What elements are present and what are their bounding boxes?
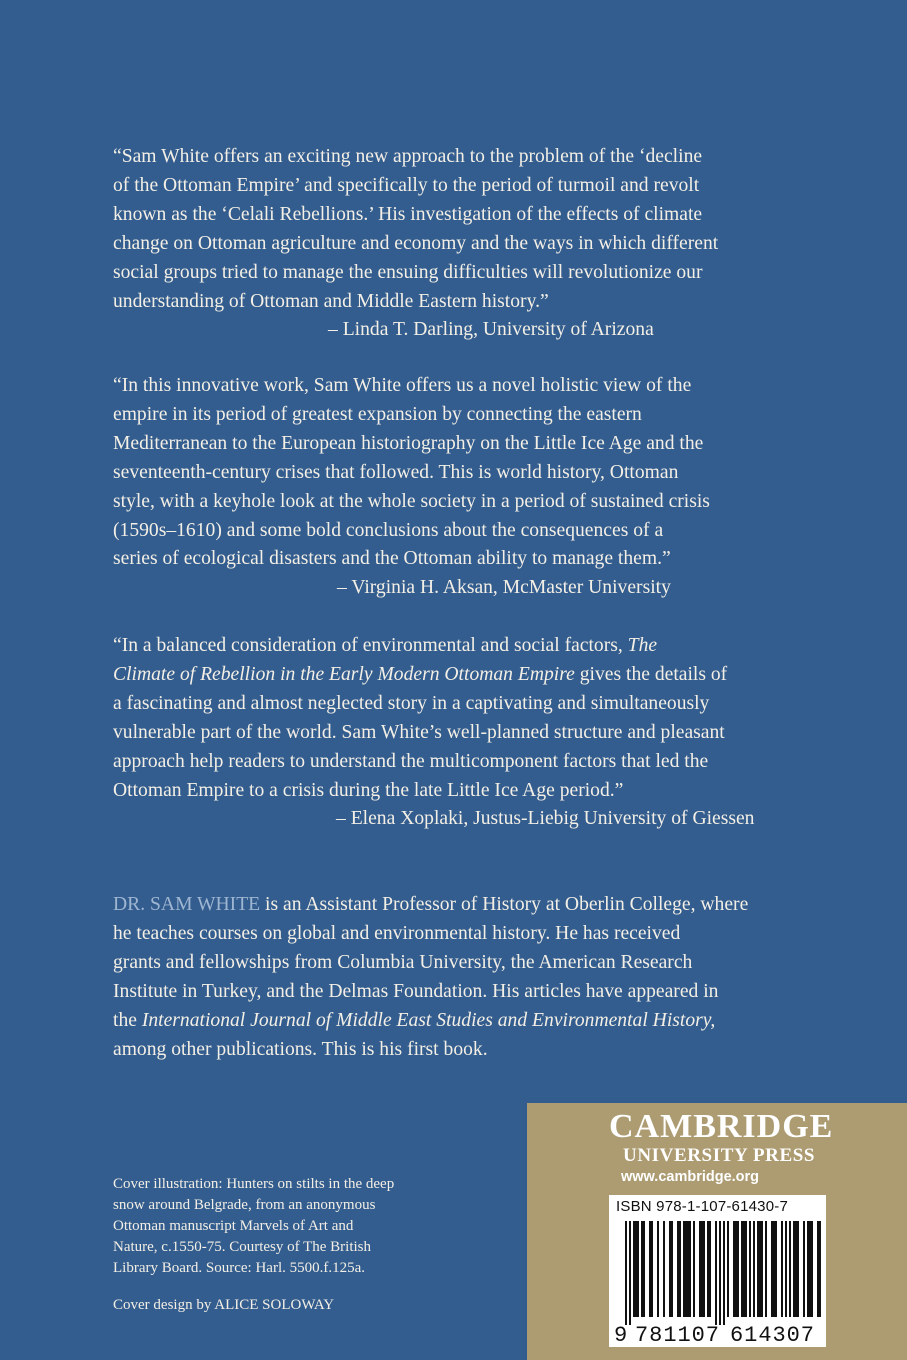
- quote-line: social groups tried to manage the ensuing difficulties will revolutionize our: [113, 261, 703, 283]
- quote-attribution: – Virginia H. Aksan, McMaster University: [337, 577, 671, 599]
- barcode-bar: [701, 1221, 703, 1317]
- quote-text: gives the details of: [574, 663, 728, 685]
- author-bio: [113, 891, 848, 1064]
- barcode-bar: [719, 1221, 721, 1325]
- barcode-bar: [641, 1221, 643, 1317]
- barcode-digits-group1: 781107: [635, 1323, 719, 1345]
- barcode-bar: [649, 1221, 651, 1317]
- publisher-logo-press: UNIVERSITY PRESS: [623, 1145, 816, 1166]
- barcode-block: [609, 1195, 826, 1347]
- barcode-bar: [651, 1221, 653, 1317]
- barcode-bar: [737, 1221, 739, 1317]
- quote-line: “Sam White offers an exciting new approach to the problem of the ‘decline: [113, 146, 703, 167]
- quote-line: change on Ottoman agriculture and economy and the ways in which different: [113, 232, 719, 254]
- quote-line: style, with a keyhole look at the whole society in a period of sustained crisis: [113, 490, 710, 512]
- quote-line: seventeenth-century crises that followed. This is world history, Ottoman: [113, 461, 679, 483]
- barcode-bar: [771, 1221, 773, 1317]
- barcode-bar: [715, 1221, 717, 1325]
- bio-line: [113, 1007, 848, 1036]
- barcode-bar: [733, 1221, 735, 1317]
- barcode-bar: [625, 1221, 627, 1325]
- barcode-bar: [809, 1221, 811, 1317]
- publisher-panel: [527, 1103, 907, 1360]
- barcode-bar: [817, 1221, 819, 1317]
- barcode-bar: [745, 1221, 747, 1317]
- book-title: The: [627, 635, 658, 656]
- cover-design-credit: Cover design by ALICE SOLOWAY: [113, 1297, 335, 1313]
- quote-line: understanding of Ottoman and Middle Eastern history.”: [113, 290, 549, 312]
- credit-line: Nature, c.1550-75. Courtesy of The British: [113, 1239, 372, 1255]
- review-quote-xoplaki: [113, 632, 843, 834]
- barcode-bar: [743, 1221, 745, 1317]
- barcode-bar: [765, 1221, 767, 1317]
- barcode-bar: [699, 1221, 701, 1317]
- barcode-bar: [707, 1221, 709, 1317]
- barcode-bar: [703, 1221, 705, 1317]
- quote-line: of the Ottoman Empire’ and specifically to the period of turmoil and revolt: [113, 174, 700, 196]
- journal-titles: International Journal of Middle East Studies and Environmental History,: [141, 1009, 716, 1031]
- barcode-bar: [803, 1221, 805, 1317]
- barcode-bar: [663, 1221, 665, 1317]
- barcode-bar: [635, 1221, 637, 1317]
- quote-line: vulnerable part of the world. Sam White’s well-planned structure and pleasant: [113, 721, 725, 743]
- quote-text: “In a balanced consideration of environmental and social factors,: [113, 635, 628, 656]
- quote-line: [113, 661, 843, 690]
- bio-line: [113, 891, 848, 920]
- quote-line: (1590s–1610) and some bold conclusions about the consequences of a: [113, 519, 664, 541]
- barcode-digits-group2: 614307: [730, 1323, 814, 1345]
- quote-attribution: – Linda T. Darling, University of Arizona: [328, 319, 654, 341]
- author-name: DR. SAM WHITE: [113, 894, 261, 915]
- quote-line: series of ecological disasters and the Ottoman ability to manage them.”: [113, 548, 671, 570]
- bio-text: the: [113, 1009, 142, 1031]
- barcode-bar: [709, 1221, 711, 1317]
- barcode-bar: [795, 1221, 797, 1317]
- barcode-bar: [629, 1221, 631, 1325]
- barcode-bar: [781, 1221, 783, 1317]
- publisher-logo-name: CAMBRIDGE: [609, 1108, 834, 1145]
- review-quote-darling: [113, 143, 843, 345]
- barcode-bar: [669, 1221, 671, 1317]
- credit-line: Cover illustration: Hunters on stilts in the deep: [113, 1176, 395, 1192]
- quote-line: a fascinating and almost neglected story in a captivating and simultaneously: [113, 692, 710, 714]
- barcode-bar: [785, 1221, 787, 1317]
- review-quote-aksan: [113, 372, 843, 603]
- credit-line: Library Board. Source: Harl. 5500.f.125a.: [113, 1260, 366, 1276]
- barcode-bar: [677, 1221, 679, 1317]
- bio-text: is an Assistant Professor of History at Oberlin College, where: [260, 894, 749, 915]
- barcode-bar: [811, 1221, 813, 1317]
- quote-line: “In this innovative work, Sam White offers us a novel holistic view of the: [113, 375, 692, 396]
- quote-line: empire in its period of greatest expansion by connecting the eastern: [113, 403, 642, 425]
- bio-line: he teaches courses on global and environmental history. He has received: [113, 922, 681, 944]
- publisher-url: www.cambridge.org: [621, 1169, 760, 1185]
- barcode-bar: [683, 1221, 685, 1317]
- barcode-icon: [613, 1219, 822, 1345]
- barcode-bar: [819, 1221, 821, 1317]
- barcode-bar: [679, 1221, 681, 1317]
- barcode-bar: [689, 1221, 691, 1317]
- barcode-bar: [723, 1221, 725, 1325]
- barcode-bar: [789, 1221, 791, 1317]
- barcode-bar: [735, 1221, 737, 1317]
- barcode-bar: [757, 1221, 759, 1317]
- bio-line: grants and fellowships from Columbia University, the American Research: [113, 951, 693, 973]
- barcode-bar: [797, 1221, 799, 1317]
- barcode-bar: [643, 1221, 645, 1317]
- barcode-bar: [761, 1221, 763, 1317]
- bio-line: Institute in Turkey, and the Delmas Foundation. His articles have appeared in: [113, 980, 719, 1002]
- barcode-bar: [759, 1221, 761, 1317]
- quote-line: Mediterranean to the European historiography on the Little Ice Age and the: [113, 432, 704, 454]
- quote-line: Ottoman Empire to a crisis during the late Little Ice Age period.”: [113, 779, 624, 801]
- barcode-bar: [657, 1221, 659, 1317]
- barcode-bar: [685, 1221, 687, 1317]
- barcode-bar: [753, 1221, 755, 1317]
- bio-line: among other publications. This is his first book.: [113, 1038, 488, 1060]
- barcode-bar: [773, 1221, 775, 1317]
- barcode-bar: [749, 1221, 751, 1317]
- cover-illustration-credit: [113, 1174, 513, 1279]
- barcode-digit-first: 9: [614, 1323, 628, 1345]
- barcode-bar: [741, 1221, 743, 1317]
- barcode-bar: [671, 1221, 673, 1317]
- barcode-bar: [687, 1221, 689, 1317]
- barcode-bar: [633, 1221, 635, 1317]
- book-title: Climate of Rebellion in the Early Modern Ottoman Empire: [113, 663, 575, 685]
- barcode-bar: [637, 1221, 639, 1317]
- isbn-label: ISBN 978-1-107-61430-7: [616, 1198, 789, 1215]
- credit-line: Ottoman manuscript Marvels of Art and: [113, 1218, 354, 1234]
- quote-line: approach help readers to understand the multicomponent factors that led the: [113, 750, 709, 772]
- barcode-bar: [727, 1221, 729, 1317]
- barcode-bar: [693, 1221, 695, 1317]
- credit-line: snow around Belgrade, from an anonymous: [113, 1197, 376, 1213]
- barcode-bar: [793, 1221, 795, 1317]
- barcode-bar: [775, 1221, 777, 1317]
- barcode-bar: [807, 1221, 809, 1317]
- quote-attribution: – Elena Xoplaki, Justus-Liebig University of Giessen: [336, 808, 755, 830]
- quote-line: known as the ‘Celali Rebellions.’ His investigation of the effects of climate: [113, 203, 703, 225]
- quote-line: [113, 632, 843, 661]
